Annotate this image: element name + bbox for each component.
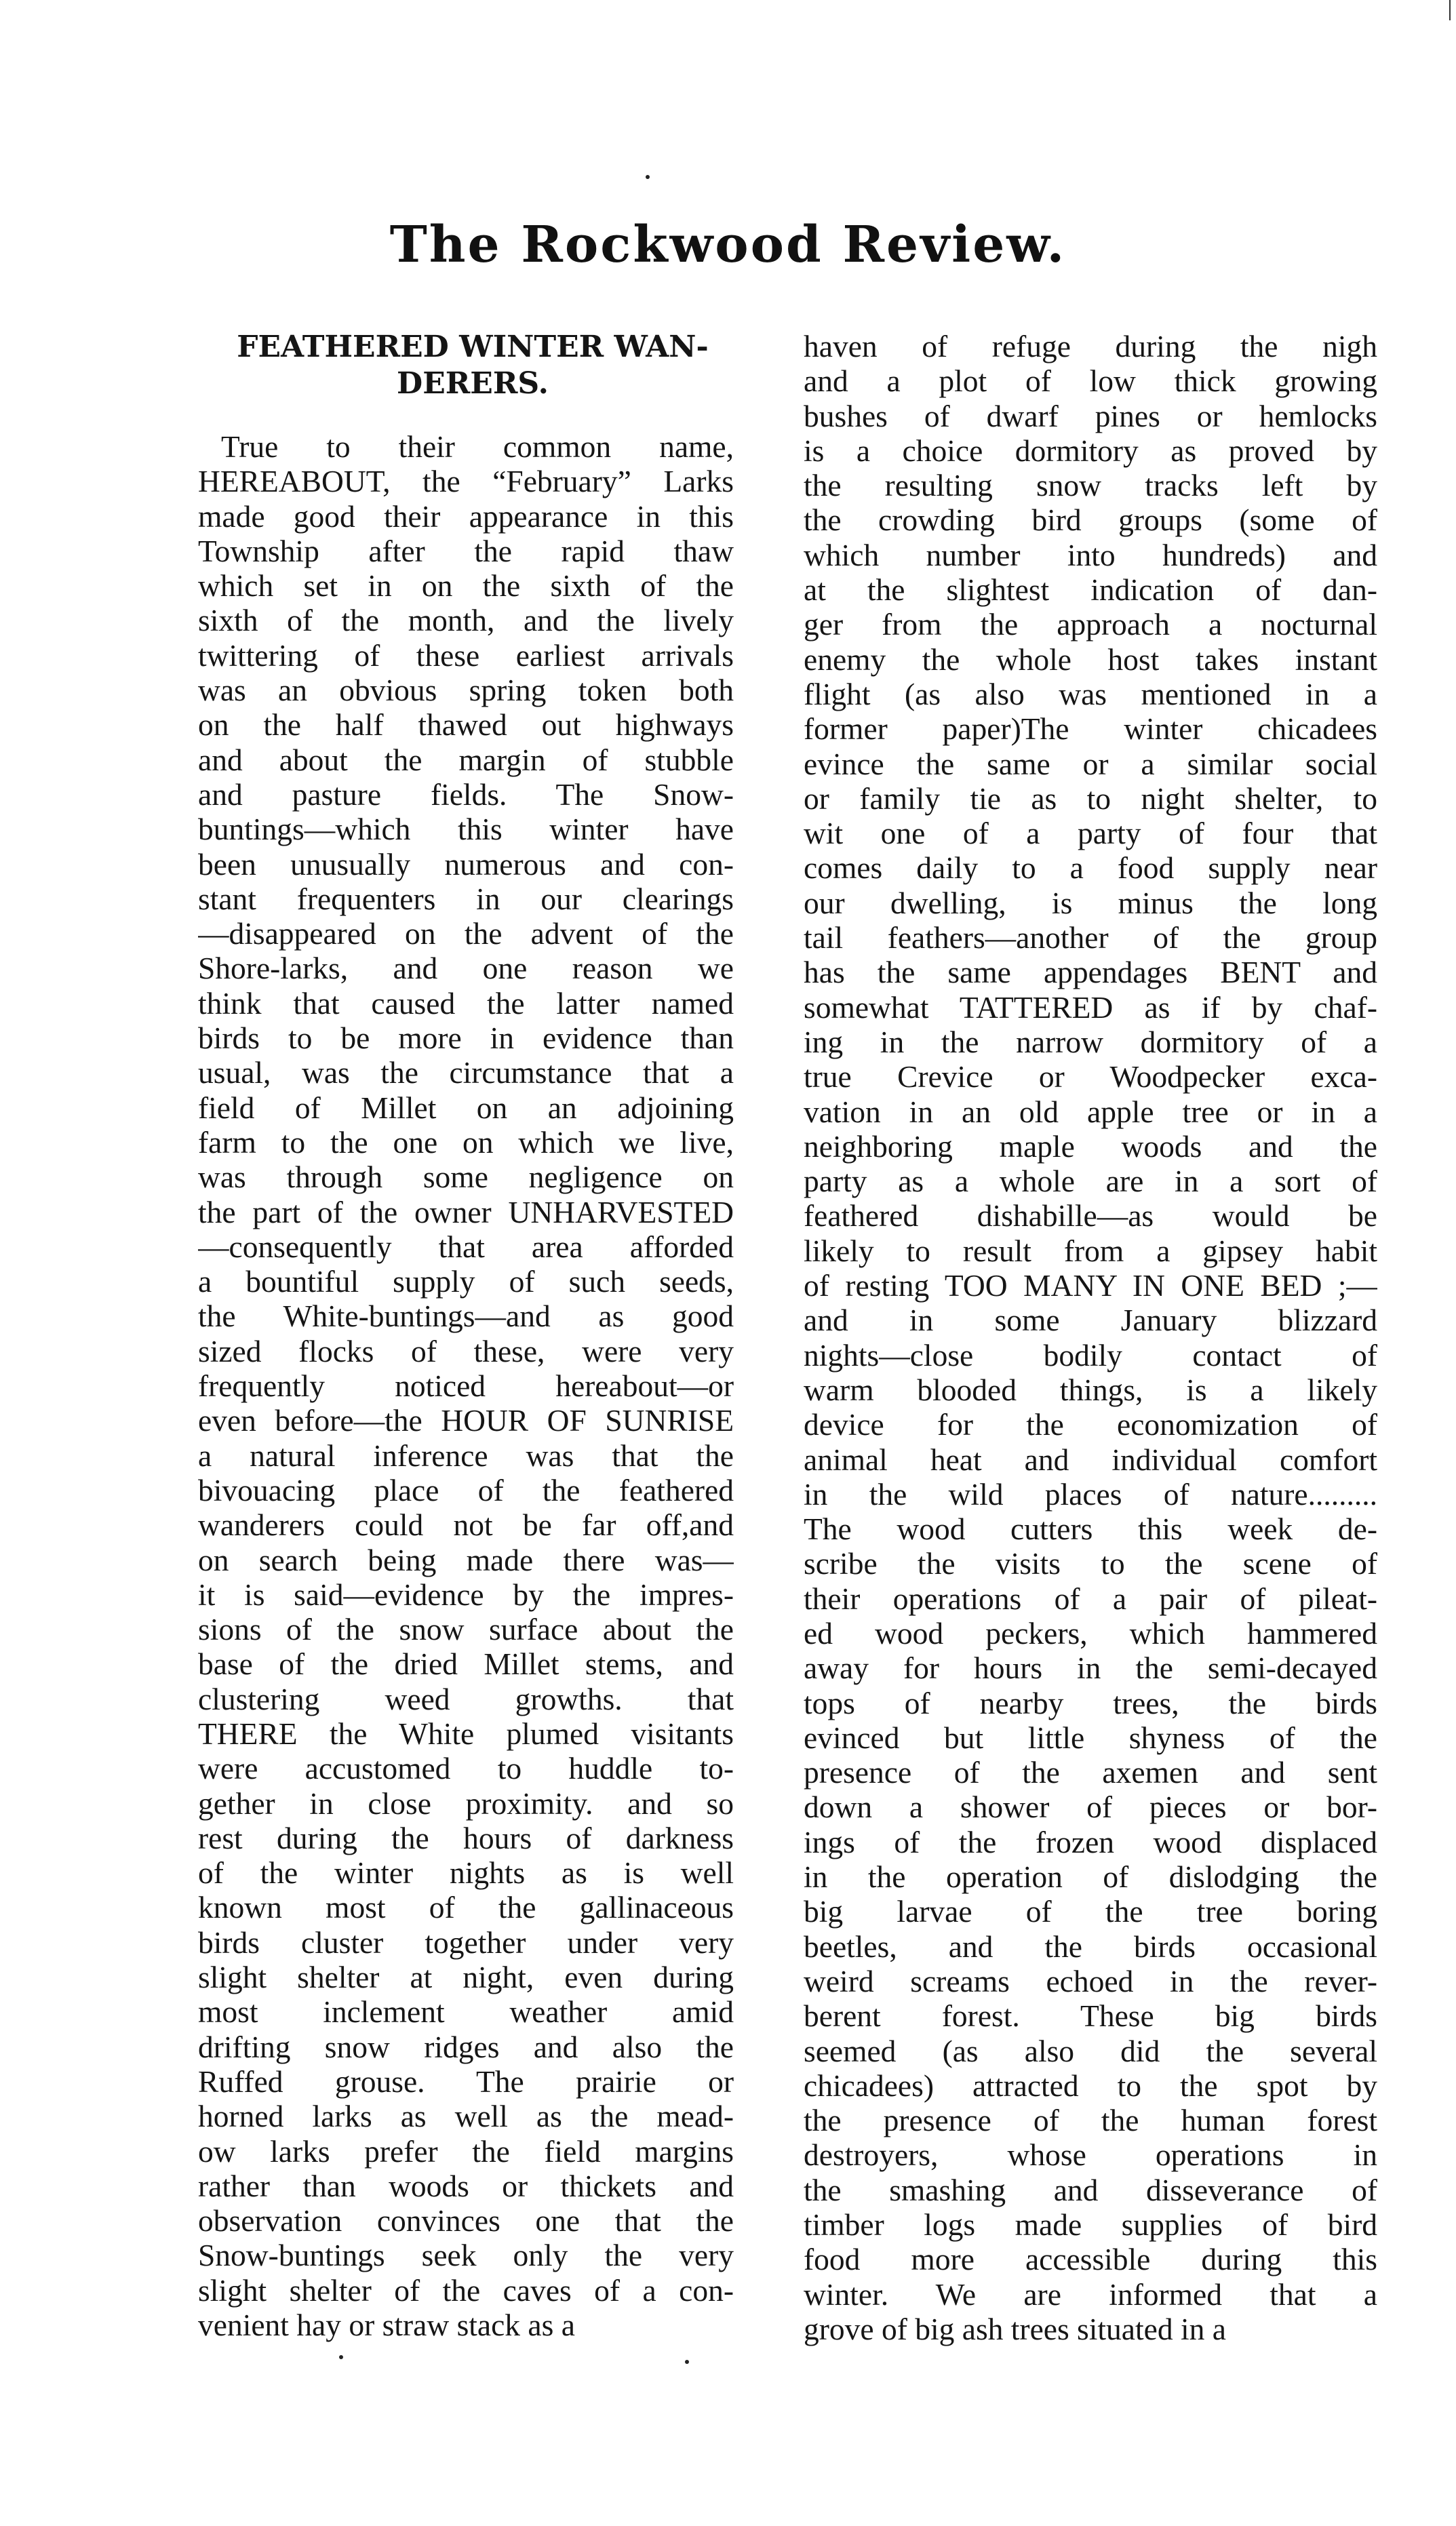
text-line: former paper)The winter chicadees bbox=[804, 711, 1377, 747]
text-line: twittering of these earliest arrivals bbox=[198, 637, 734, 673]
text-line: has the same appendages BENT and bbox=[804, 955, 1377, 990]
left-column bbox=[198, 329, 734, 2342]
text-line: vation in an old apple tree or in a bbox=[804, 1094, 1377, 1129]
text-line: THERE the White plumed visitants bbox=[198, 1716, 734, 1751]
text-line: the resulting snow tracks left by bbox=[804, 468, 1377, 503]
text-line: evince the same or a similar social bbox=[804, 746, 1377, 781]
text-line: comes daily to a food supply near bbox=[804, 850, 1377, 886]
text-line: wit one of a party of four that bbox=[804, 816, 1377, 851]
text-line: chicadees) attracted to the spot by bbox=[804, 2068, 1377, 2103]
text-line: Shore-larks, and one reason we bbox=[198, 951, 734, 986]
text-line: on the half thawed out highways bbox=[198, 707, 734, 743]
text-line: —consequently that area afforded bbox=[198, 1229, 734, 1264]
text-line: or family tie as to night shelter, to bbox=[804, 781, 1377, 816]
text-line: clustering weed growths. that bbox=[198, 1681, 734, 1716]
text-line: presence of the axemen and sent bbox=[804, 1755, 1377, 1790]
text-line: birds cluster together under very bbox=[198, 1925, 734, 1960]
text-line: was through some negligence on bbox=[198, 1160, 734, 1195]
text-line: is a choice dormitory as proved by bbox=[804, 433, 1377, 468]
text-line: and in some January blizzard bbox=[804, 1303, 1377, 1338]
text-line: made good their appearance in this bbox=[198, 498, 734, 534]
text-line: —disappeared on the advent of the bbox=[198, 916, 734, 951]
text-line: warm blooded things, is a likely bbox=[804, 1372, 1377, 1407]
text-line: sions of the snow surface about the bbox=[198, 1612, 734, 1647]
text-line: of resting TOO MANY IN ONE BED ;— bbox=[804, 1268, 1377, 1303]
text-line: think that caused the latter named bbox=[198, 985, 734, 1021]
print-speck bbox=[339, 2355, 343, 2359]
left-column-text bbox=[198, 429, 734, 2342]
text-line: usual, was the circumstance that a bbox=[198, 1055, 734, 1090]
text-line: The wood cutters this week de- bbox=[804, 1512, 1377, 1547]
text-line: been unusually numerous and con- bbox=[198, 846, 734, 882]
text-line: enemy the whole host takes instant bbox=[804, 642, 1377, 677]
text-line: and a plot of low thick growing bbox=[804, 363, 1377, 399]
text-line: flight (as also was mentioned in a bbox=[804, 676, 1377, 711]
text-line: which set in on the sixth of the bbox=[198, 568, 734, 604]
text-line: ing in the narrow dormitory of a bbox=[804, 1024, 1377, 1059]
text-line: field of Millet on an adjoining bbox=[198, 1090, 734, 1125]
article-headline bbox=[212, 329, 734, 402]
text-line: down a shower of pieces or bor- bbox=[804, 1790, 1377, 1825]
text-line: timber logs made supplies of bird bbox=[804, 2207, 1377, 2243]
text-line: true Crevice or Woodpecker exca- bbox=[804, 1059, 1377, 1094]
text-line: feathered dishabille—as would be bbox=[804, 1198, 1377, 1234]
text-line: winter. We are informed that a bbox=[804, 2276, 1377, 2312]
text-line: even before—the HOUR OF SUNRISE bbox=[198, 1403, 734, 1438]
text-line: at the slightest indication of dan- bbox=[804, 572, 1377, 608]
text-line: slight shelter of the caves of a con- bbox=[198, 2272, 734, 2308]
text-line: berent forest. These big birds bbox=[804, 1998, 1377, 2034]
text-line: nights—close bodily contact of bbox=[804, 1337, 1377, 1373]
text-line: observation convinces one that the bbox=[198, 2203, 734, 2238]
text-line: known most of the gallinaceous bbox=[198, 1890, 734, 1925]
print-speck bbox=[685, 2360, 689, 2364]
text-line: Township after the rapid thaw bbox=[198, 533, 734, 568]
text-line: birds to be more in evidence than bbox=[198, 1021, 734, 1056]
text-line: farm to the one on which we live, bbox=[198, 1124, 734, 1160]
text-line: bivouacing place of the feathered bbox=[198, 1472, 734, 1507]
text-line: was an obvious spring token both bbox=[198, 673, 734, 708]
text-line: of the winter nights as is well bbox=[198, 1855, 734, 1891]
text-line: their operations of a pair of pileat- bbox=[804, 1581, 1377, 1616]
text-line: tail feathers—another of the group bbox=[804, 920, 1377, 955]
text-line: on search being made there was— bbox=[198, 1542, 734, 1577]
text-line: sized flocks of these, were very bbox=[198, 1333, 734, 1368]
text-line: stant frequenters in our clearings bbox=[198, 881, 734, 916]
text-line: away for hours in the semi-decayed bbox=[804, 1651, 1377, 1686]
text-line: evinced but little shyness of the bbox=[804, 1720, 1377, 1755]
text-line: it is said—evidence by the impres- bbox=[198, 1577, 734, 1612]
text-line: the White-buntings—and as good bbox=[198, 1299, 734, 1334]
text-line: gether in close proximity. and so bbox=[198, 1785, 734, 1821]
text-line: the presence of the human forest bbox=[804, 2103, 1377, 2138]
text-line: ed wood peckers, which hammered bbox=[804, 1615, 1377, 1651]
text-line: beetles, and the birds occasional bbox=[804, 1929, 1377, 1964]
right-column bbox=[804, 329, 1377, 2346]
text-line: horned larks as well as the mead- bbox=[198, 2099, 734, 2134]
text-line: most inclement weather amid bbox=[198, 1994, 734, 2030]
headline-line: FEATHERED WINTER WAN- bbox=[237, 330, 709, 364]
text-line: scribe the visits to the scene of bbox=[804, 1546, 1377, 1581]
text-line: True to their common name, bbox=[221, 429, 734, 464]
text-line: frequently noticed hereabout—or bbox=[198, 1368, 734, 1404]
print-speck bbox=[646, 175, 650, 179]
text-line: which number into hundreds) and bbox=[804, 537, 1377, 572]
headline-line: DERERS. bbox=[397, 366, 549, 401]
text-line: weird screams echoed in the rever- bbox=[804, 1963, 1377, 1998]
text-line: the smashing and disseverance of bbox=[804, 2172, 1377, 2207]
page-edge-mark bbox=[1449, 0, 1451, 20]
text-line: wanderers could not be far off,and bbox=[198, 1507, 734, 1543]
text-line: ger from the approach a nocturnal bbox=[804, 607, 1377, 642]
text-line: a natural inference was that the bbox=[198, 1438, 734, 1473]
text-line: the part of the owner UNHARVESTED bbox=[198, 1194, 734, 1229]
text-line: rather than woods or thickets and bbox=[198, 2168, 734, 2203]
text-line: buntings—which this winter have bbox=[198, 812, 734, 847]
text-line: haven of refuge during the nigh bbox=[804, 329, 1377, 363]
text-line: HEREABOUT, the “February” Larks bbox=[198, 464, 734, 499]
text-line: our dwelling, is minus the long bbox=[804, 885, 1377, 920]
text-line: likely to result from a gipsey habit bbox=[804, 1233, 1377, 1268]
text-line: Snow-buntings seek only the very bbox=[198, 2238, 734, 2273]
text-line: device for the economization of bbox=[804, 1407, 1377, 1442]
text-line: ow larks prefer the field margins bbox=[198, 2133, 734, 2169]
text-line: rest during the hours of darkness bbox=[198, 1820, 734, 1855]
text-line: venient hay or straw stack as a bbox=[198, 2308, 575, 2343]
text-line: in the operation of dislodging the bbox=[804, 1859, 1377, 1895]
text-line: destroyers, whose operations in bbox=[804, 2137, 1377, 2173]
text-line: Ruffed grouse. The prairie or bbox=[198, 2064, 734, 2099]
text-line: and pasture fields. The Snow- bbox=[198, 776, 734, 812]
text-line: party as a whole are in a sort of bbox=[804, 1164, 1377, 1199]
text-line: a bountiful supply of such seeds, bbox=[198, 1264, 734, 1299]
text-line: were accustomed to huddle to- bbox=[198, 1751, 734, 1786]
text-line: base of the dried Millet stems, and bbox=[198, 1646, 734, 1682]
text-line: animal heat and individual comfort bbox=[804, 1442, 1377, 1477]
text-line: neighboring maple woods and the bbox=[804, 1128, 1377, 1164]
headline-gap bbox=[198, 402, 734, 429]
text-line: seemed (as also did the several bbox=[804, 2033, 1377, 2068]
text-line: big larvae of the tree boring bbox=[804, 1894, 1377, 1929]
text-line: the crowding bird groups (some of bbox=[804, 502, 1377, 538]
text-line: in the wild places of nature......... bbox=[804, 1476, 1377, 1512]
text-line: food more accessible during this bbox=[804, 2242, 1377, 2277]
text-line: ings of the frozen wood displaced bbox=[804, 1824, 1377, 1859]
masthead-title: The Rockwood Review. bbox=[389, 216, 1067, 274]
text-line: sixth of the month, and the lively bbox=[198, 603, 734, 638]
text-line: and about the margin of stubble bbox=[198, 742, 734, 777]
text-line: grove of big ash trees situated in a bbox=[804, 2311, 1226, 2346]
text-line: tops of nearby trees, the birds bbox=[804, 1685, 1377, 1720]
text-line: somewhat TATTERED as if by chaf- bbox=[804, 989, 1377, 1025]
text-line: bushes of dwarf pines or hemlocks bbox=[804, 398, 1377, 433]
text-line: slight shelter at night, even during bbox=[198, 1960, 734, 1995]
right-column-text bbox=[804, 329, 1377, 2346]
text-line: drifting snow ridges and also the bbox=[198, 2029, 734, 2064]
